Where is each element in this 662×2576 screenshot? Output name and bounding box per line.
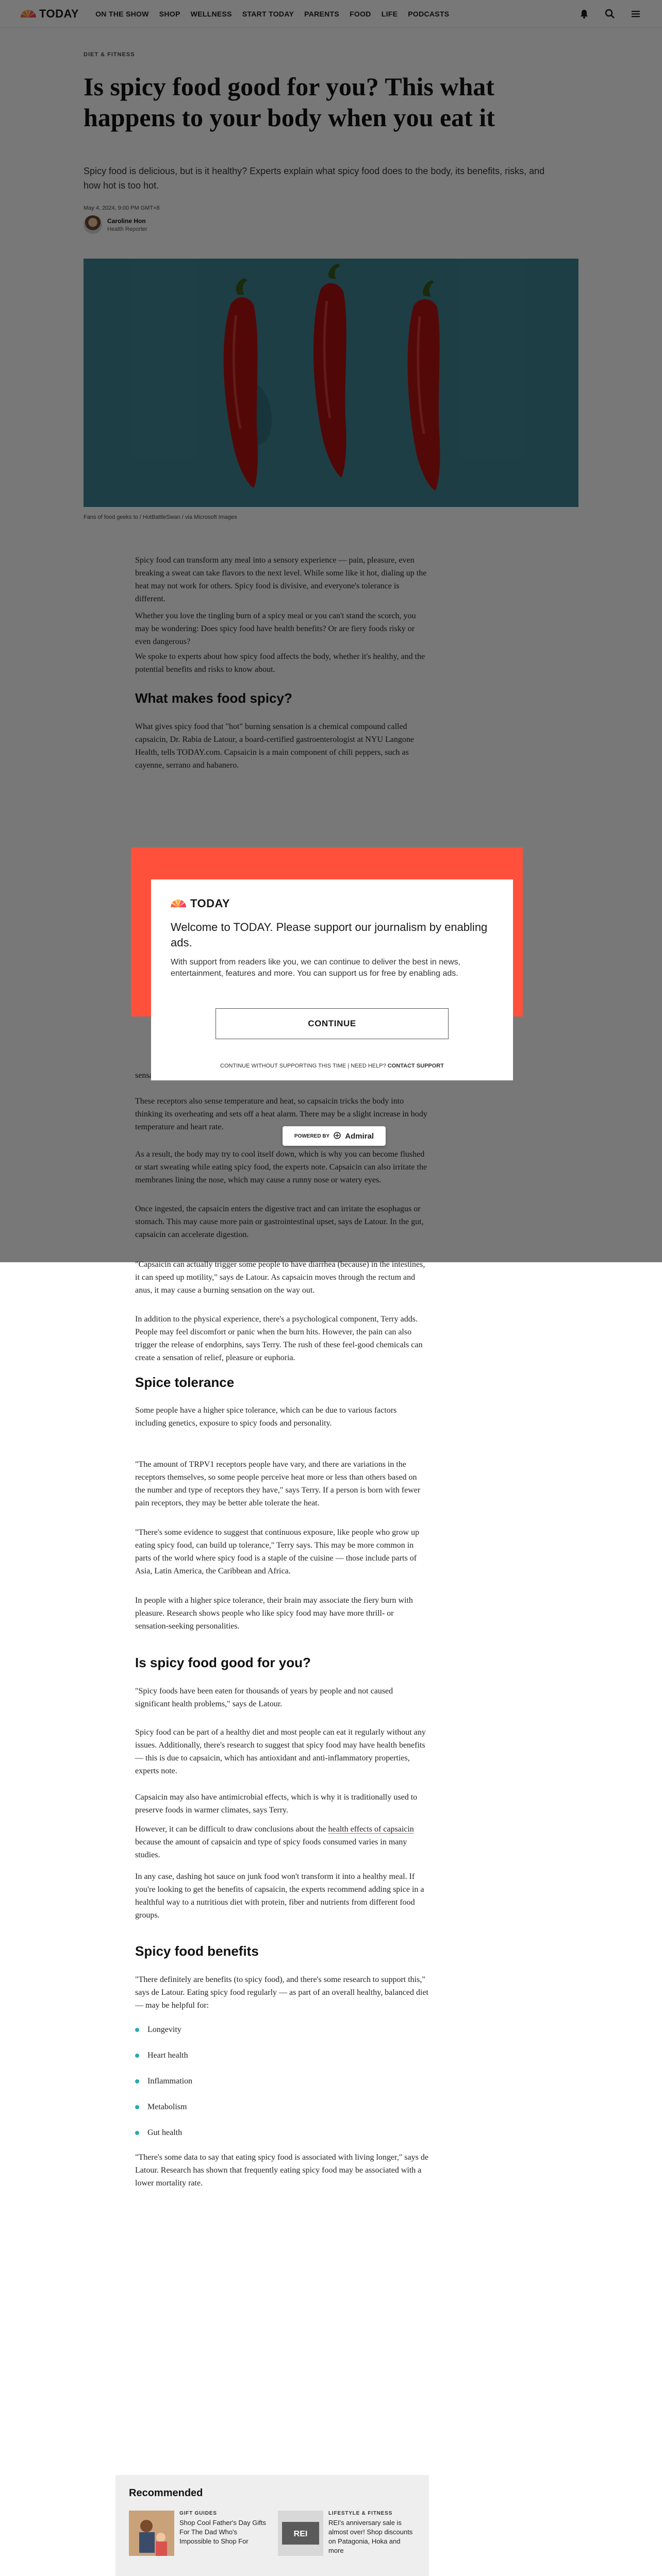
bullet-dot-icon xyxy=(135,2105,139,2109)
admiral-brand: Admiral xyxy=(345,1131,374,1141)
recommended-module xyxy=(115,2475,429,2576)
section-heading-spice-tolerance: Spice tolerance xyxy=(135,1375,235,1390)
adblock-modal xyxy=(151,879,513,1080)
svg-text:REI: REI xyxy=(293,2530,308,2538)
paragraph: Capsaicin may also have antimicrobial effects, which is why it is traditionally used to preserve foods in warmer climates, says Terry. xyxy=(135,1793,418,1815)
recommended-category: LIFESTYLE & FITNESS xyxy=(328,2511,393,2516)
recommended-category: GIFT GUIDES xyxy=(179,2511,217,2516)
recommended-thumbnail[interactable] xyxy=(129,2511,174,2556)
paragraph: Spicy food can be part of a healthy diet and most people can eat it regularly without any issues. Additionally, there's research to suggest that spicy food may have health benefits — this is due to capsaicin, which has antioxidant and anti-inflammatory properties, experts note. xyxy=(135,1728,426,1775)
bullet-dot-icon xyxy=(135,2028,139,2032)
modal-logo-text: TODAY xyxy=(190,897,230,910)
paragraph: "The amount of TRPV1 receptors people have vary, and there are variations in the receptors themselves, so some people perceive heat more or less than others based on the number and type of receptors they have," says Terry. If a person is born with fewer pain receptors, they may be better able tolerate the heat. xyxy=(135,1460,421,1507)
recommended-headline[interactable]: Shop Cool Father's Day Gifts For The Dad Who's Impossible to Shop For xyxy=(179,2519,266,2545)
paragraph: However, it can be difficult to draw conclusions about the health effects of capsaicin because the amount of capsaicin and type of spicy foods consumed varies in many studies. xyxy=(135,1825,414,1859)
modal-logo xyxy=(171,897,493,910)
modal-description: With support from readers like you, we can continue to deliver the best in news, entertainment, features and more. You can support us for free by enabling ads. xyxy=(171,958,461,978)
list-item: Metabolism xyxy=(135,2094,429,2120)
paragraph: "Spicy foods have been eaten for thousands of years by people and not caused significant health problems," says de Latour. xyxy=(135,1687,393,1708)
contact-support-link[interactable]: CONTACT SUPPORT xyxy=(387,1063,444,1069)
section-heading-benefits: Spicy food benefits xyxy=(135,1943,259,1959)
link-health-effects-capsaicin[interactable]: health effects of capsaicin xyxy=(328,1825,414,1834)
benefits-list xyxy=(135,2017,429,2146)
powered-by-label: POWERED BY xyxy=(294,1133,330,1139)
recommended-item[interactable] xyxy=(278,2511,416,2556)
recommended-title: Recommended xyxy=(129,2487,203,2499)
modal-title: Welcome to TODAY. Please support our journalism by enabling ads. xyxy=(171,921,488,949)
continue-without-supporting-link[interactable]: CONTINUE WITHOUT SUPPORTING THIS TIME | NEED HELP? xyxy=(220,1063,386,1069)
paragraph: "There's some evidence to suggest that continuous exposure, like people who grow up eating spicy food, can build up tolerance," Terry says. This may be more common in parts of the world where spicy food is a staple of the cuisine — those include parts of Asia, Latin America, the Caribbean and Africa. xyxy=(135,1528,420,1575)
paragraph: "There's some data to say that eating spicy food is associated with living longer," says de Latour. Research has shown that frequently eating spicy food may be associated with a lower mortality rate. xyxy=(135,2153,428,2188)
paragraph: In any case, dashing hot sauce on junk food won't transform it into a healthy meal. If you're looking to get the benefits of capsaicin, the experts recommend adding spice in a healthful way to a nutritious diet with protein, fiber and nutrients from different food groups. xyxy=(135,1872,424,1920)
modal-footer xyxy=(151,1063,513,1069)
continue-button[interactable]: CONTINUE xyxy=(216,1008,449,1039)
bullet-dot-icon xyxy=(135,2131,139,2135)
paragraph: "There definitely are benefits (to spicy food), and there's some research to support this," says de Latour. Eating spicy food regularly — as part of an overall healthy, balanced diet — may be helpful for: xyxy=(135,1975,428,2010)
list-item: Heart health xyxy=(135,2043,429,2069)
sunrise-logo-icon xyxy=(171,900,186,908)
paragraph: Some people have a higher spice tolerance, which can be due to various factors including genetics, exposure to spicy foods and personality. xyxy=(135,1406,397,1428)
powered-by-admiral-badge[interactable] xyxy=(283,1126,386,1146)
bullet-dot-icon xyxy=(135,2054,139,2058)
paragraph: In addition to the physical experience, there's a psychological component, Terry adds. People may feel discomfort or panic when the burn hits. However, the pain can also trigger the release of endorphins, says Terry. The rush of these feel-good chemicals can create a sensation of relief, pleasure or euphoria. xyxy=(135,1315,423,1362)
admiral-logo-icon xyxy=(334,1132,341,1141)
list-item: Longevity xyxy=(135,2017,429,2043)
recommended-item[interactable] xyxy=(129,2511,267,2556)
bullet-dot-icon xyxy=(135,2079,139,2083)
list-item: Inflammation xyxy=(135,2069,429,2094)
recommended-thumbnail[interactable] xyxy=(278,2511,323,2556)
list-item: Gut health xyxy=(135,2120,429,2146)
recommended-headline[interactable]: REI's anniversary sale is almost over! Shop discounts on Patagonia, Hoka and more xyxy=(328,2519,413,2554)
paragraph: "Capsaicin can actually trigger some people to have diarrhea (because) in the intestines, it can speed up motility," says de Latour. As capsaicin moves through the rectum and anus, it may cause a burning sensation on the way out. xyxy=(135,1260,425,1295)
paragraph: In people with a higher spice tolerance, their brain may associate the fiery burn with pleasure. Research shows people who like spicy food may have more thrill- or sensation-seeking personalities. xyxy=(135,1596,413,1631)
section-heading-good-for-you: Is spicy food good for you? xyxy=(135,1655,311,1670)
